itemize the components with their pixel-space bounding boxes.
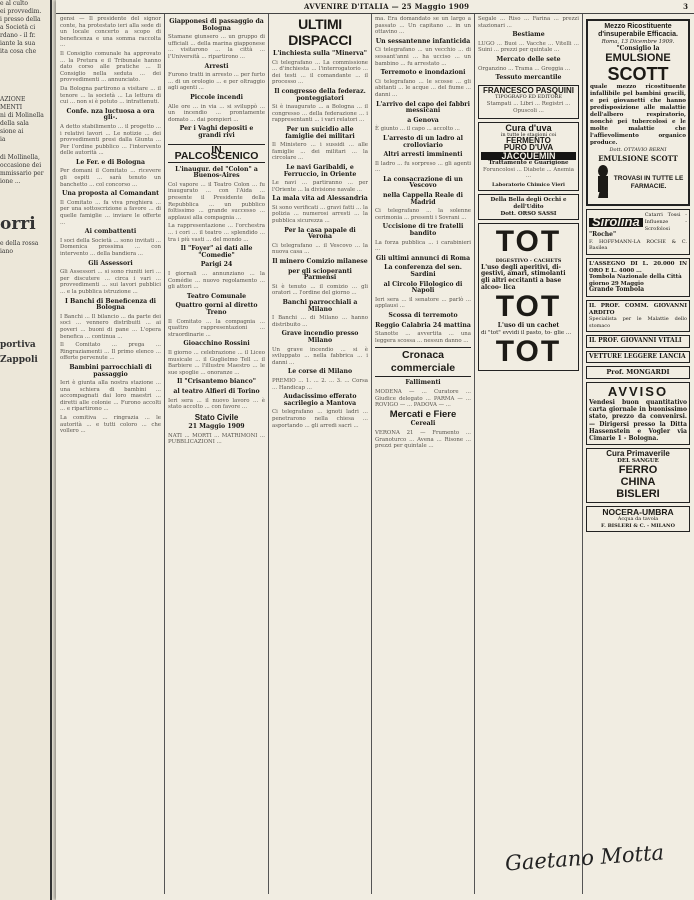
advert-text: Vendesi buon quantitativo carta giornale in buonissimo stato, prezzo da convenirsi. — Dirigersi presso la Ditta Hassenstein e Vogler via Cimarie 1 - Bologna.	[589, 399, 687, 443]
article-text: Ci telegrafano ... un vecchio ... di sessant'anni ... ha ucciso ... un bambino ... fu arrestato ...	[375, 47, 471, 67]
advert-title: Cura Primaverile	[606, 449, 670, 459]
article-text: NATI ... MORTI ... MATRIMONI ... PUBBLICAZIONI ...	[168, 432, 265, 446]
article-heading: Uccisione di tre fratelli bandito	[382, 223, 464, 238]
adjacent-page-strip	[0, 0, 52, 900]
article-heading: nella Cappella Reale di Madrid	[383, 192, 463, 206]
advert-ferro-china	[586, 448, 690, 503]
advert-title: Della Bella degli Occhi e dell'Udito	[490, 197, 567, 211]
article-heading: Un sessantenne infanticida	[375, 37, 471, 45]
article-heading: Per la casa papale di Verona	[284, 226, 356, 241]
article-heading: Quattro gorni al diretto Treno	[175, 302, 258, 316]
article-text: Ci telegrafano ... La commissione ... d'inchiesta ... l'interrogatorio ... dei testi ... il comandante ... il processo ...	[272, 59, 368, 86]
section-heading: Mercati e Fiere	[389, 408, 457, 420]
advert-title: FRANCESCO PASQUINI	[483, 85, 574, 95]
advert-title: Prof. MONGARDI	[606, 368, 670, 377]
article-heading: Tessuto mercantile	[495, 74, 562, 82]
article-heading: Gli ultimi annunci di Roma	[375, 254, 471, 262]
article-text: ma. Era domandato se un largo a passato ... Un capitano ... in un ottavino ...	[375, 16, 471, 36]
column-rule	[371, 14, 372, 894]
article-text: Da Bologna partirono a visitare ... il tenore ... la società ... La lettura di cui ... non si è potuto ... intrattenuti.	[60, 85, 161, 106]
article-heading: La mala vita ad Alessandria	[272, 195, 368, 203]
advert-title: BISLERI	[616, 488, 660, 501]
article-heading: La conferenza del sen. Sardini	[384, 264, 462, 278]
advert-subtitle: TIPOGRAFO ED EDITORE	[494, 94, 563, 101]
article-text: Segale ... Riso ... Farina ... prezzi stazionari ...	[478, 16, 579, 29]
article-text: È giunto ... il capo ... accolto ...	[375, 126, 460, 133]
article-heading: Le corse di Milano	[287, 368, 353, 376]
advert-subtitle: Trattamento e Guarigione	[488, 160, 569, 167]
column-2	[168, 16, 265, 892]
article-heading: Altri arresti imminenti	[383, 151, 463, 159]
section-banner: ULTIMI DISPACCI	[288, 16, 352, 48]
advert-avviso	[586, 382, 690, 445]
article-heading: Confe. nza luctuosa a ora gli-.	[66, 107, 155, 122]
article-text: Ci telegrafano ... ignoti ladri ... penetrarono nella chiesa ... asportando ... gli arredi sacri ...	[272, 409, 368, 429]
article-text: Il giorno ... celebrazione ... il Liceo musicale ... il Guglielmo Tell ... il Barbiere ... l'illustre Maestro ... le sue spoglie ... onoranze ...	[168, 349, 265, 376]
advert-lotto	[586, 258, 690, 297]
column-rule	[164, 14, 165, 894]
section-heading: Stato Civile	[194, 412, 239, 422]
advert-subtitle: L'uso di un cachet	[497, 322, 560, 330]
section-heading: Cronaca commerciale	[375, 347, 471, 377]
article-text: Il ladro ... fu sorpreso ... gli agenti ...	[375, 160, 471, 174]
advert-date: Roma, 13 Dicembre 1909.	[601, 39, 675, 45]
article-heading: Le Fer. e di Bologna	[75, 158, 146, 166]
advert-text: "Consiglio la	[616, 44, 660, 52]
advert-title: IL PROF. GIOVANNI VITALI	[589, 337, 682, 345]
article-heading: Il minero Comizio milanese	[272, 258, 368, 266]
article-text: Gli Assessori ... si sono riuniti ieri ... per discutere ... circa i vari ... provvedimenti ... sui lavori pubblici ... e la pubblica istruzione ...	[60, 269, 161, 295]
fisherman-icon	[590, 164, 608, 202]
advert-title: Grande Tombola	[589, 286, 645, 294]
article-text: La rappresentazione ... l'orchestra ... i cori ... il teatro ... splendido ... tra i più vasti ... del mondo ...	[168, 223, 265, 243]
article-text: Un grave incendio ... si è sviluppato ... nella fabbrica ... i danni ...	[272, 346, 368, 366]
article-text: Si è inaugurato ... a Bologna ... il congresso ... della federazione ... i rappresentanti ... i vari relatori ...	[272, 104, 368, 124]
advert-footer: TROVASI IN TUTTE LE FARMACIE.	[613, 175, 684, 191]
article-heading: Il "Crisantemo bianco"	[176, 378, 257, 386]
advert-title: Dott. ORSO SASSI	[500, 210, 557, 217]
advert-title: IL PROF. COMM. GIOVANNI ARDITO	[589, 302, 687, 316]
article-text: Il Comitato ... fa viva preghiera ... per una sottoscrizione a favore ... di quelle famiglie ... inviare le offerte ...	[60, 199, 161, 226]
article-heading: Reggio Calabria 24 mattina	[375, 321, 471, 329]
advert-subtitle: DEL SANGUE	[617, 457, 659, 464]
article-text: Furono tratti in arresto ... per furto ... di un orologio ... e per oltraggio agli agenti ...	[168, 72, 265, 92]
article-heading: Gli Assessori	[88, 259, 133, 267]
strip-line: iante la sua	[0, 40, 36, 47]
article-heading: La consacrazione di un Vescovo	[383, 175, 463, 190]
article-text: Ieri sera ... il senatore ... parlò ... applausi ...	[375, 296, 471, 310]
article-text: Il Ministero ... i sussidi ... alle famiglie ... dei militari ... la circolare ...	[272, 142, 368, 162]
article-text: Ieri sera ... il nuovo lavoro ... è stato accolto ... con favore ...	[168, 397, 265, 411]
advert-subtitle: DIGESTIVO - CACHETS	[495, 258, 562, 265]
strip-line: mmissario per	[0, 170, 44, 177]
advert-pasquini	[478, 85, 579, 119]
column-1	[60, 16, 161, 892]
masthead-running-title: AVVENIRE D'ITALIA — 25 Maggio 1909	[304, 2, 470, 11]
article-heading: Scossa di terremoto	[388, 311, 458, 319]
tot-logo: TOT	[495, 225, 562, 259]
strip-line: sione ai	[0, 128, 24, 135]
article-heading: Audacissimo efferato sacrilegio a Mantova	[283, 393, 357, 407]
advert-title: L'ASSEGNO DI L. 20.000 IN ORO E L. 4000 ...	[589, 260, 687, 274]
article-heading: Ai combattenti	[84, 228, 137, 236]
page-number: 3	[683, 2, 688, 11]
article-text: Ci telegrafano ... la solenne cerimonia ... presenti i Sovrani ...	[375, 208, 471, 221]
article-text: gensi — Il presidente del signor conte, ha protestato ieri alla sede di un locale concerto a scopo di beneficenza e una somma raccolta ...	[60, 16, 161, 49]
column-3	[272, 16, 368, 892]
advert-subtitle: Specialista per le Malattie dello stomaco	[589, 316, 687, 329]
strip-line: della sala	[0, 120, 29, 127]
advert-signature: Dott. OTTAVIO BERNI	[609, 147, 667, 154]
advert-subtitle: in tutte le stagioni coi	[500, 131, 557, 138]
article-heading: L'arrivo del capo dei fabbri messicani	[376, 100, 470, 115]
article-heading: Il congresso della federaz. ponteggiatori	[274, 87, 366, 102]
article-text: I Banchi ... di Milano ... hanno distribuito ...	[272, 315, 368, 328]
advert-subtitle: Laboratorio Chimico Vieri	[492, 181, 565, 188]
column-6	[586, 16, 690, 892]
article-text: Organzino ... Trama ... Greggia ...	[478, 65, 571, 72]
article-text: Le navi ... partiranno ... per l'Oriente ... la divisione navale ...	[272, 180, 368, 193]
advert-title: Sirolina	[589, 218, 643, 227]
strip-line: ei provvedim.	[0, 8, 42, 15]
article-heading: Grave incendio presso Milano	[281, 330, 359, 344]
advert-text: quale mezzo ricostituente infallibile pel bambini gracili, e pei giovanetti che hanno predisposizione alle malattie dell'albero respiratorio, nonchè pei tubercolosi e le molte malattie che l'affievolimento organico produce.	[590, 84, 686, 147]
advert-sirolina	[586, 209, 690, 255]
strip-line: i presso della	[0, 16, 41, 23]
advert-title: AVVISO	[607, 384, 669, 400]
advert-ardito	[586, 300, 690, 332]
section-heading: IN PALCOSCENICO	[168, 144, 265, 163]
article-text: VERONA 21 — Frumento ... Granoturco ... Avena ... Risone ... prezzi per quintale ...	[375, 429, 471, 450]
strip-heading: orri	[0, 214, 36, 234]
strip-line: MENTI	[0, 104, 23, 111]
advert-footer: F. HOFFMANN-LA ROCHE & C. Basilea	[589, 238, 687, 252]
strip-line: ia	[0, 136, 6, 143]
tot-logo: TOT	[495, 290, 562, 324]
article-heading: Giapponesi di passaggio da Bologna	[169, 18, 264, 32]
advert-vitali	[586, 335, 690, 348]
article-heading: Fallimenti	[405, 379, 441, 387]
strip-line: occasione dei	[0, 162, 42, 169]
article-heading: Le navi Garibaldi, e Ferruccio, in Oriente	[283, 163, 357, 178]
strip-heading: portiva	[0, 340, 36, 350]
article-text: La forza pubblica ... i carabinieri ...	[375, 239, 471, 253]
article-text: PREMIO ... 1. ... 2. ... 3. ... Corsa ... Handicap ...	[272, 377, 368, 391]
advert-title: JACQUEMIN	[481, 152, 576, 161]
advert-subtitle: Catarri Tossi - Influenze - Scrofolosi	[644, 212, 687, 232]
article-heading: Teatro Comunale	[186, 292, 247, 300]
advert-text: Stampati ... Libri ... Registri ... Opuscoli ...	[486, 100, 571, 114]
article-text: Alle ore ... in via ... si sviluppò ... un incendio ... prontamente domato ... dai pompieri ...	[168, 103, 265, 123]
article-text: I giornali ... annunziano ... la Comédie ... nuovo regolamento ... gli attori ...	[168, 271, 265, 291]
advert-title: SCOTT	[607, 64, 669, 85]
handwritten-signature: Gaetano Motta	[504, 840, 665, 876]
strip-line: ione ...	[0, 178, 21, 185]
strip-line: e della rossa	[0, 240, 39, 247]
advert-title: Tombola Nazionale della Città	[589, 274, 682, 281]
column-5	[478, 16, 579, 892]
article-heading: Mercato delle sete	[496, 55, 561, 63]
advert-title: EMULSIONE	[605, 52, 671, 65]
article-heading: L'inchiesta sulla "Minerva"	[273, 50, 367, 57]
article-heading: Banchi parrocchiali a Milano	[282, 299, 358, 313]
advert-title: giorno 29 Maggio	[589, 280, 644, 287]
article-text: MODENA — ... Curatore ... Giudice delegato ... PARMA — ... ROVIGO — ... PADOVA — ...	[375, 388, 471, 409]
article-heading: Per un suicidio alle famiglie dei militari	[285, 125, 355, 140]
advert-lancia	[586, 351, 690, 364]
advert-text: di "tot" evvidi il pasto, to- glie ...	[481, 329, 572, 336]
article-text: I soci della Società ... sono invitati ... Domenica prossima ... con intervento ... della bandiera ...	[60, 237, 161, 257]
article-text: Stamane giunsero ... un gruppo di ufficiali ... della marina giapponese ... visitarono ... la città ... l'Università ... ripartirono ...	[168, 34, 265, 60]
article-heading: Cereali	[410, 420, 436, 428]
column-4	[375, 16, 471, 892]
newspaper-page	[56, 0, 694, 900]
strip-line: rdano - il fr.	[0, 32, 36, 39]
article-heading: Per i Vaghi depositi e grandi rivi	[179, 125, 254, 139]
column-rule	[582, 14, 583, 894]
advert-mongardi	[586, 366, 690, 379]
article-text: Stanotte ... avvertita ... una leggera scossa ... nessun danno ...	[375, 331, 471, 344]
article-heading: L'arresto di un ladro al crolloviario	[383, 134, 463, 149]
article-heading: al teatro Alfieri di Torino	[173, 387, 260, 395]
strip-line: e al culto	[0, 0, 29, 7]
advert-title: Mezzo Ricostituente d'insuperabile Efficacia.	[598, 23, 678, 38]
advert-fermento	[478, 122, 579, 191]
article-text: La comitiva ... ringrazia ... le autorità ... e tutti coloro ... che vollero ...	[60, 415, 161, 435]
advert-title: VETTURE LEGGERE LANCIA	[589, 352, 686, 360]
strip-line: iano	[0, 248, 13, 255]
advert-title: FERRO	[618, 464, 658, 477]
advert-footer: F. BISLERI & C. - MILANO	[601, 522, 675, 529]
article-text: LUGO ... Buoi ... Vacche ... Vitelli ... Suini ... prezzi per quintale ...	[478, 40, 579, 54]
column-rule	[474, 14, 475, 894]
column-rule	[268, 14, 269, 894]
strip-line: ni di Molinella	[0, 112, 44, 119]
article-text: Ci telegrafano ... le scosse ... gli abitanti ... le acque ... del fiume ... danni ...	[375, 78, 471, 98]
article-heading: Piccole incendi	[190, 93, 243, 101]
advert-subtitle: Acqua da tavola	[617, 516, 659, 523]
advert-text: Foruncolosi ... Diabete ... Anemia ...	[483, 166, 574, 180]
advert-title: PURO D'UVA	[503, 142, 554, 152]
article-heading: al Circolo Filologico di Napoli	[383, 280, 463, 295]
article-heading: Bestiame	[512, 31, 545, 39]
article-text: Il Consiglio comunale ha approvato ... la Pretura e il Tribunale hanno dato corso alle pratiche ... Il Consiglio nella seduta ... dei provvedimenti ... annunciato.	[60, 50, 161, 84]
article-text: Per domani il Comitato ... ricevere gli ospiti ... sarà tenuto un banchetto ... col concorso ...	[60, 168, 161, 188]
article-heading: L'inaugur. del "Colon" a Buenos-Aires	[175, 165, 258, 180]
strip-line: di Mollinella,	[0, 154, 40, 161]
article-text: A detto stabilimento ... il progetto ... i relativi lavori ... Le notizie ... dei provvedimenti presi dalla Giunta ... Per l'ordine pubblico ... l'intervento delle autorità ...	[60, 123, 161, 157]
advert-subtitle: "Roche"	[589, 231, 617, 239]
article-heading: Terremoto e inondazioni	[380, 69, 466, 77]
article-heading: I Banchi di Beneficenza di Bologna	[64, 297, 157, 312]
article-heading: per gli scioperanti Parmensi	[288, 267, 352, 282]
article-text: I Banchi ... Il bilancio ... da parte dei soci ... vennero distribuiti ... ai poveri ... buoni di pane ... L'opera benefica ... continua ...	[60, 313, 161, 340]
article-heading: Bambini parrocchiali di passaggio	[69, 363, 152, 378]
advert-title: NOCERA-UMBRA	[602, 507, 674, 518]
article-text: Ieri è giunta alla nostra stazione ... una schiera di bambini ... accompagnati dai loro maestri ... diretti alle colonie ... Furono accolti ... e ripartirono ...	[60, 380, 161, 413]
advert-title: CHINA	[620, 476, 656, 489]
article-heading: 21 Maggio 1909	[188, 423, 245, 431]
advert-title: EMULSIONE SCOTT	[598, 153, 678, 163]
article-heading: Gioacchino Rossini	[183, 340, 250, 348]
article-text: Il Comitato ... prega ... Ringraziamenti ... Il primo elenco ... offerte pervenute ...	[60, 342, 161, 362]
strip-heading: Zappoli	[0, 355, 38, 365]
article-text: Col vapore ... il Teatro Colon ... fu inaugurato ... con l'Aida ... presente il Presidente della Repubblica ... un pubblico foltissimo ... grande successo ... applausi alla compagnia ...	[168, 181, 265, 221]
article-text: Si sono verificati ... gravi fatti ... la polizia ... numerosi arresti ... la pubblica sicurezza ...	[272, 204, 368, 225]
article-text: Ci telegrafano ... il Vescovo ... la nuova casa ...	[272, 242, 368, 256]
article-heading: Una proposta al Comandant	[61, 190, 160, 198]
advert-title: FERMENTO	[506, 136, 551, 146]
strip-line: a Società ci	[0, 24, 36, 31]
advert-occhi	[478, 194, 579, 220]
article-heading: Parigi 24	[200, 261, 233, 269]
article-heading: Arresti	[204, 62, 229, 70]
advert-text: L'uso degli aperitivi, di- gestivi, amari, stimolanti gli altri eccitanti a base alcoo- lica	[481, 263, 566, 291]
strip-line: AZIONE	[0, 96, 26, 103]
page-header	[56, 0, 694, 14]
article-heading: a Genova	[407, 116, 439, 124]
strip-line: ita cosa che	[0, 48, 37, 55]
article-heading: Il "Foyer" ai dati alle "Comedie"	[180, 245, 253, 259]
article-text: Il Comitato ... la compagnia ... quattro rappresentazioni ... straordinarie ...	[168, 318, 265, 338]
advert-nocera	[586, 506, 690, 532]
advert-title: Cura d'uva	[505, 123, 552, 134]
advert-tot	[478, 223, 579, 371]
tot-logo: TOT	[495, 335, 562, 369]
advert-scott	[586, 19, 690, 206]
article-text: Si è tenuto ... il comizio ... gli oratori ... l'ordine del giorno ...	[272, 283, 368, 297]
